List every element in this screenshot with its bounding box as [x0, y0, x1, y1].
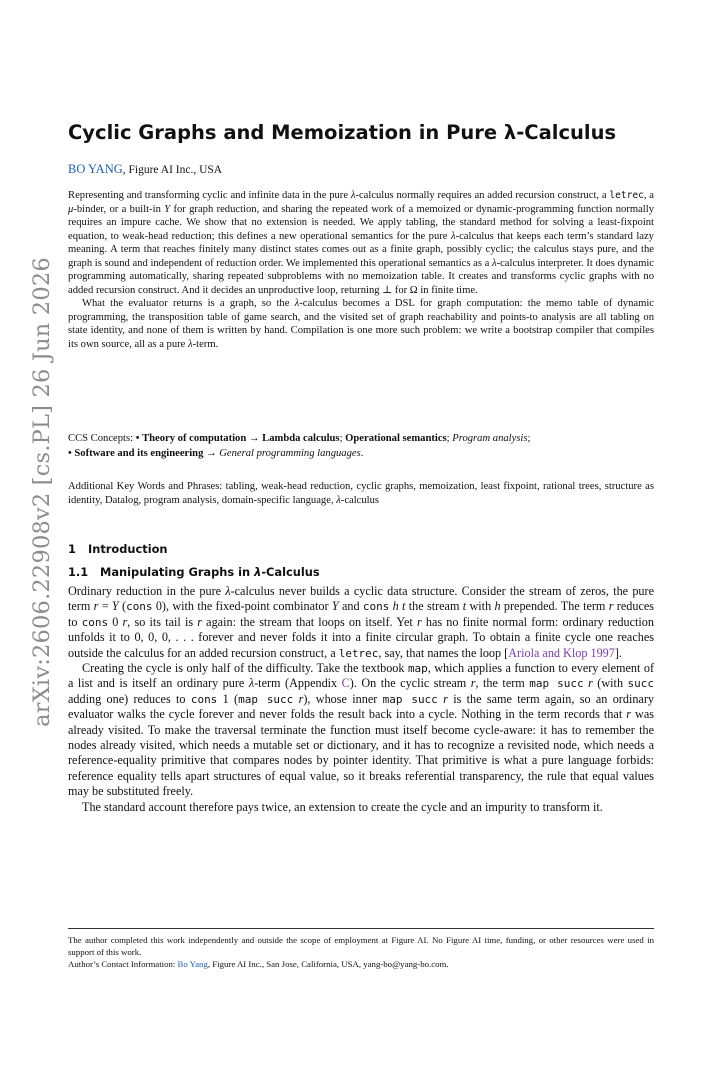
paper-title: Cyclic Graphs and Memoization in Pure λ-Calculus — [68, 121, 617, 144]
body-paragraph-3: The standard account therefore pays twice, an extension to create the cycle and an impurity to transform it. — [82, 799, 603, 814]
citation-link[interactable]: Ariola and Klop 1997 — [508, 645, 615, 660]
section-number: 1 — [68, 542, 76, 556]
body-paragraph-1: Ordinary reduction in the pure λ-calculus never builds a cyclic data structure. Consider the stream of zeros, the pure term r = Y (cons 0), with the fixed-point combinator Y and cons h t the stream t with h prepended. The term r reduces to cons 0 r, so its tail is r again: the stream that loops on itself. Yet r has no finite normal form: ordinary reduction unfolds it to 0, 0, 0, . . . forever and never folds it into a finite circular graph. To obtain a finite cycle one reaches outside the calculus for an added recursion construct, a letrec, say, that names the loop [Ariola and Klop 1997]. — [68, 584, 655, 660]
section-heading — [68, 542, 168, 556]
arxiv-side-stamp — [24, 257, 60, 727]
subsection-heading: 1.1 Manipulating Graphs in λ-Calculus — [68, 565, 320, 579]
abstract-paragraph-1: Representing and transforming cyclic and infinite data in the pure λ-calculus normally requires an added recursion construct, a letrec, a μ-binder, or a built-in Y for graph reduction, and sharing the repeated work of a memoized or dynamic-programming function normally requires an impure cache. We show that no extension is needed. We apply tabling, the standard method for solving a least-fixpoint equation, to weak-head reduction; this defines a new operational semantics for the pure λ-calculus that keeps each term’s standard lazy meaning. A term that reaches finitely many distinct states comes out as a finite graph, possibly cyclic; the calculus stays pure, and the graph is sound and independent of reduction order. We implemented this operational semantics as a λ-calculus interpreter. It does dynamic programming automatically, sharing repeated subproblems with no memoization table. It creates and transforms cyclic graphs with no added recursion construct. And it decides an unproductive loop, returning ⊥ for Ω in finite time. — [68, 190, 655, 296]
footnote-rule — [68, 928, 654, 929]
abstract — [68, 189, 654, 351]
abstract-paragraph-2: What the evaluator returns is a graph, so the λ-calculus becomes a DSL for graph computation: the memo table of dynamic programming, the transposition table of game search, and the visited set of graph reachability and points-to analysis are all tabling on state identity, and none of them is written by hand. Compilation is one more such problem: we write a bootstrap compiler that compiles its own source, all as a pure λ-term. — [68, 298, 654, 350]
ccs-concepts: CCS Concepts: • Theory of computation → Lambda calculus; Operational semantics; Program analysis; • Software and its engineering → General programming languages. — [68, 433, 531, 459]
footnote-contact: Author’s Contact Information: Bo Yang, Figure AI Inc., San Jose, California, USA, yang-bo@yang-bo.com. — [68, 959, 449, 969]
author-affiliation: , Figure AI Inc., USA — [122, 164, 223, 176]
body-paragraph-2: Creating the cycle is only half of the difficulty. Take the textbook map, which applies a function to every element of a list and is itself an ordinary pure λ-term (Appendix C). On the cyclic stream r, the term map succ r (with succ adding one) reduces to cons 1 (map succ r), whose inner map succ r is the same term again, so an ordinary evaluator walks the cycle forever and never folds the result back into a cycle. Nothing in the term records that r was already visited. To make the traversal terminate the function must itself become cycle-aware: it has to remember the nodes already visited, which needs a mutable set or dictionary, and it has to recognize a revisited node, which needs a reference-equality primitive that compares nodes by pointer identity. That primitive is what a pure language forbids: reference equality tells apart structures of equal value, so it breaks referential transparency, the rule that equal values may be substituted freely. — [68, 661, 655, 799]
author-line — [68, 162, 222, 177]
body-text — [68, 584, 654, 815]
footnote — [68, 934, 654, 970]
subsection-number: 1.1 — [68, 565, 89, 579]
keywords: Additional Key Words and Phrases: tabling, weak-head reduction, cyclic graphs, memoization, least fixpoint, rational trees, structure as identity, Datalog, program analysis, domain-specific language, λ-calculus — [68, 481, 654, 506]
author-contact-link[interactable]: Bo Yang — [177, 959, 208, 969]
footnote-disclaimer: The author completed this work independently and outside the scope of employment at Figure AI. No Figure AI time, funding, or other resources were used in support of this work. — [68, 935, 654, 957]
arxiv-identifier: arXiv:2606.22908v2 [cs.PL] 26 Jun 2026 — [29, 257, 55, 727]
appendix-link[interactable]: C — [341, 676, 350, 691]
author-name: BO YANG — [68, 162, 123, 176]
section-title: Introduction — [88, 542, 168, 556]
